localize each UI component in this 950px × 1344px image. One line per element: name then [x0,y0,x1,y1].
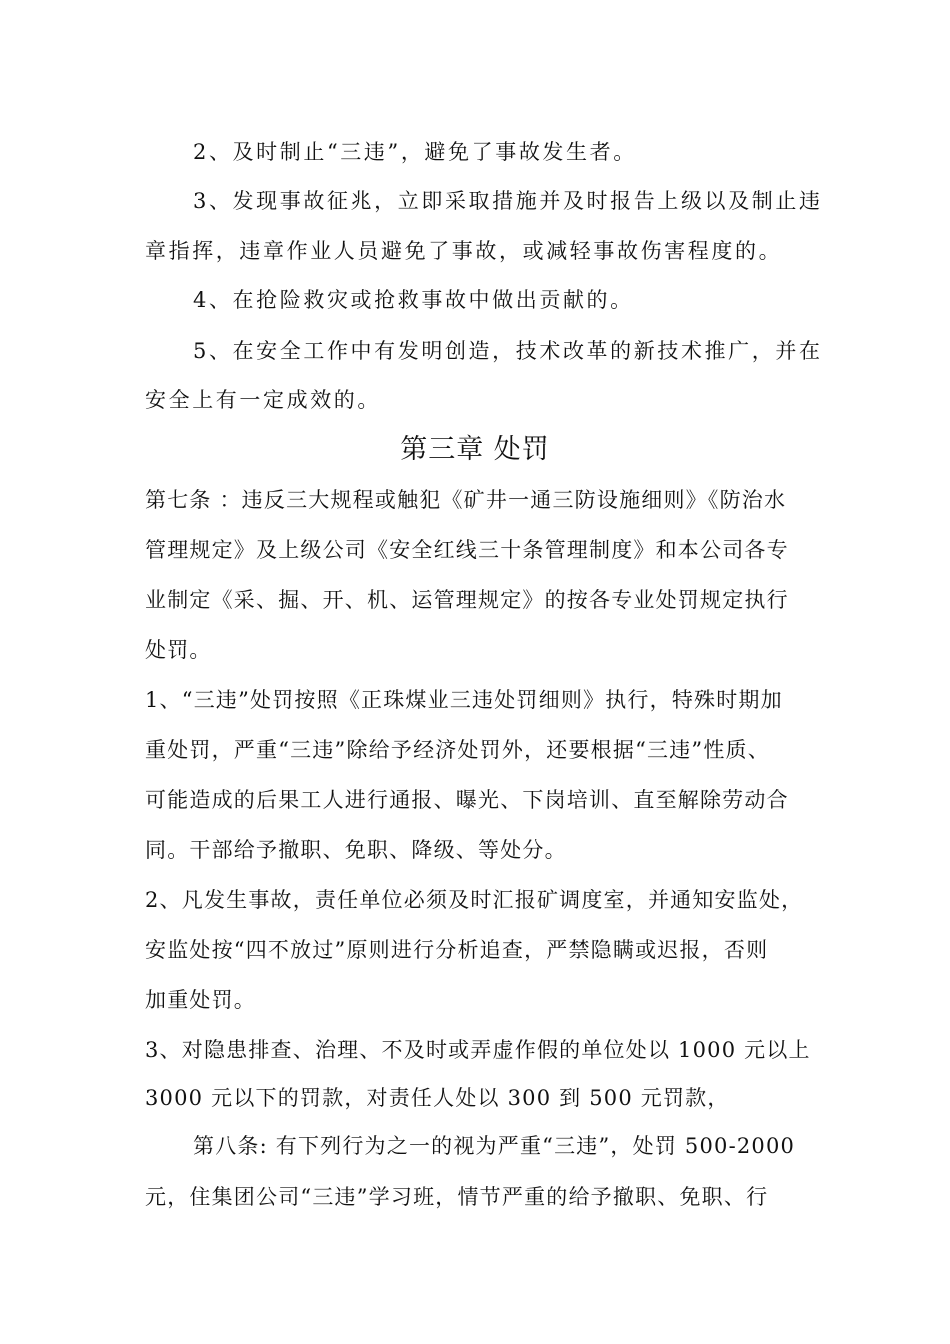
text-line: 可能造成的后果工人进行通报、曝光、下岗培训、直至解除劳动合 [145,788,789,812]
text-line: 第八条: 有下列行为之一的视为严重“三违”，处罚 500-2000 [193,1134,796,1158]
chapter-heading: 第三章 处罚 [400,434,550,465]
text-line: 元，住集团公司“三违”学习班，情节严重的给予撤职、免职、行 [145,1185,769,1209]
text-line: 处罚。 [145,638,212,662]
text-line: 安监处按“四不放过”原则进行分析追查，严禁隐瞒或迟报，否则 [145,938,769,962]
text-line: 2、凡发生事故，责任单位必须及时汇报矿调度室，并通知安监处， [145,888,804,912]
text-line: 2、及时制止“三违”，避免了事故发生者。 [193,140,637,164]
text-line: 业制定《采、掘、开、机、运管理规定》的按各专业处罚规定执行 [145,588,789,612]
text-line: 安全上有一定成效的。 [145,388,381,412]
text-line: 章指挥，违章作业人员避免了事故，或减轻事故伤害程度的。 [145,239,783,263]
text-line: 3、对隐患排查、治理、不及时或弄虚作假的单位处以 1000 元以上 [145,1038,811,1062]
text-line: 第七条 ：违反三大规程或触犯《矿井一通三防设施细则》《防治水 [145,488,787,512]
text-line: 同。干部给予撤职、免职、降级、等处分。 [145,838,567,862]
text-line: 加重处罚。 [145,988,256,1012]
text-line: 3、发现事故征兆，立即采取措施并及时报告上级以及制止违 [193,189,823,213]
text-line: 4、在抢险救灾或抢救事故中做出贡献的。 [193,288,634,312]
text-line: 重处罚，严重“三违”除给予经济处罚外，还要根据“三违”性质、 [145,738,770,762]
text-line: 3000 元以下的罚款，对责任人处以 300 到 500 元罚款， [145,1086,730,1110]
text-line: 管理规定》及上级公司《安全红线三十条管理制度》和本公司各专 [145,538,789,562]
text-line: 5、在安全工作中有发明创造，技术改革的新技术推广，并在 [193,339,823,363]
text-line: 1、“三违”处罚按照《正珠煤业三违处罚细则》执行，特殊时期加 [145,688,783,712]
